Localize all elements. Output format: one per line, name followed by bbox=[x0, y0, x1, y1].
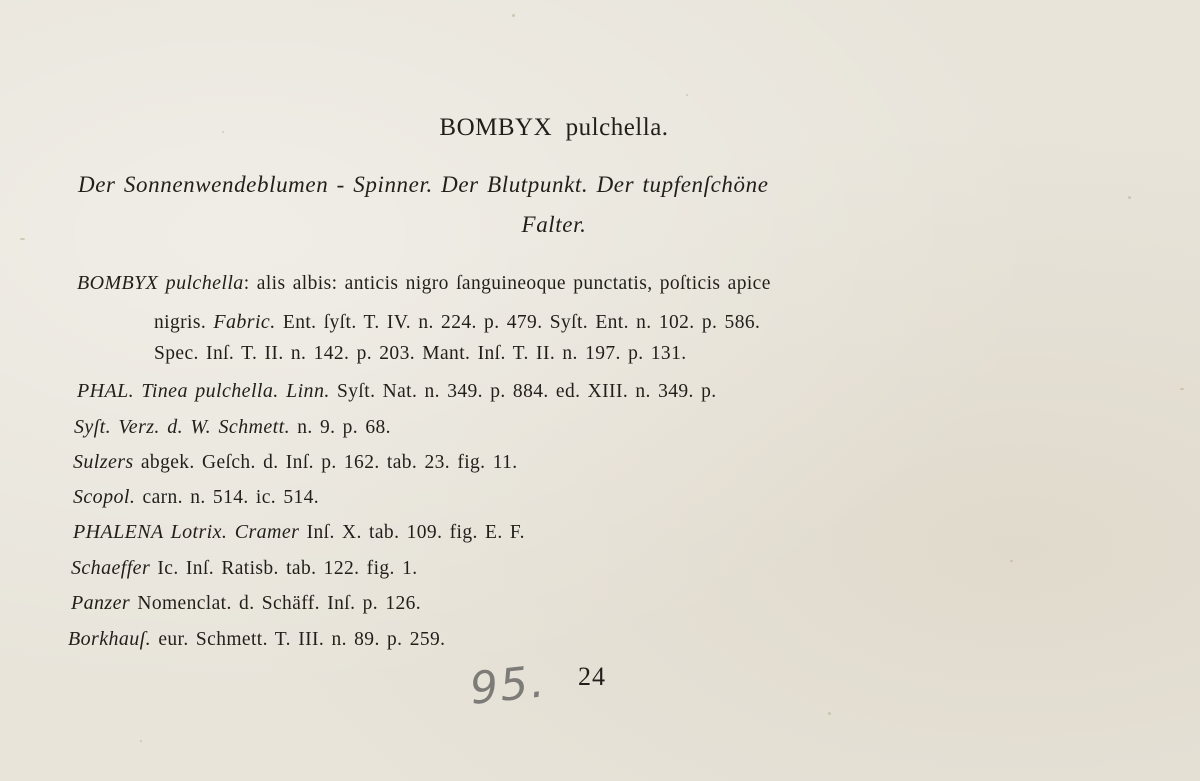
paper-speck bbox=[686, 94, 688, 96]
paper-speck bbox=[1010, 560, 1013, 562]
handwritten-number: 95. bbox=[467, 656, 549, 715]
reference-line bbox=[68, 628, 445, 651]
reference-author: Panzer bbox=[71, 592, 131, 614]
reference-line bbox=[71, 592, 421, 615]
paper-speck bbox=[828, 712, 831, 715]
reference-text: Ic. Inſ. Ratisb. tab. 122. fig. 1. bbox=[150, 558, 418, 579]
title-genus: BOMBYX bbox=[439, 114, 553, 141]
page-title bbox=[0, 114, 1108, 142]
paper-speck bbox=[20, 238, 25, 240]
reference-text: Syſt. Nat. n. 349. p. 884. ed. XIII. n. 349. p. bbox=[329, 381, 717, 402]
reference-prefix: nigris. bbox=[154, 312, 214, 333]
reference-text: Spec. Inſ. T. II. n. 142. p. 203. Mant. Inſ. T. II. n. 197. p. 131. bbox=[154, 343, 687, 364]
paper-speck bbox=[1180, 388, 1184, 390]
reference-text: Ent. ſyſt. T. IV. n. 224. p. 479. Syſt. Ent. n. 102. p. 586. bbox=[275, 312, 761, 333]
reference-text: carn. n. 514. ic. 514. bbox=[135, 487, 320, 508]
reference-text: abgek. Geſch. d. Inſ. p. 162. tab. 23. fig. 11. bbox=[133, 452, 518, 473]
reference-author: Borkhauſ. bbox=[68, 628, 152, 650]
title-species: pulchella. bbox=[565, 114, 669, 141]
reference-text: n. 9. p. 68. bbox=[289, 417, 391, 438]
reference-line bbox=[71, 557, 418, 580]
paper-speck bbox=[512, 14, 515, 17]
reference-author: Schaeffer bbox=[71, 557, 151, 579]
reference-line bbox=[74, 416, 391, 439]
reference-text: Inſ. X. tab. 109. fig. E. F. bbox=[299, 522, 525, 543]
paper-speck bbox=[1128, 196, 1131, 199]
reference-text: eur. Schmett. T. III. n. 89. p. 259. bbox=[151, 629, 446, 650]
page-number: 24 bbox=[578, 662, 606, 691]
reference-author: Sulzers bbox=[73, 451, 134, 473]
common-names-line-1: Der Sonnenwendeblumen - Spinner. Der Blutpunkt. Der tupfenſchöne bbox=[78, 172, 769, 197]
reference-author: Syſt. Verz. d. W. Schmett. bbox=[74, 416, 290, 438]
reference-line bbox=[77, 272, 771, 295]
reference-line bbox=[73, 486, 319, 509]
reference-author: BOMBYX pulchella bbox=[77, 272, 244, 294]
reference-line bbox=[154, 311, 760, 334]
reference-author: PHALENA Lotrix. Cramer bbox=[73, 521, 300, 543]
reference-text: : alis albis: anticis nigro ſanguineoque punctatis, poſticis apice bbox=[243, 273, 771, 294]
reference-line bbox=[77, 380, 717, 403]
reference-author: PHAL. Tinea pulchella. Linn. bbox=[77, 380, 330, 402]
reference-line bbox=[73, 521, 525, 544]
reference-author: Fabric. bbox=[213, 311, 276, 333]
paper-speck bbox=[140, 740, 142, 742]
reference-line bbox=[154, 343, 687, 365]
reference-line bbox=[73, 451, 518, 474]
reference-text: Nomenclat. d. Schäff. Inſ. p. 126. bbox=[130, 593, 422, 614]
reference-author: Scopol. bbox=[73, 486, 136, 508]
common-names-line-2: Falter. bbox=[521, 212, 587, 237]
